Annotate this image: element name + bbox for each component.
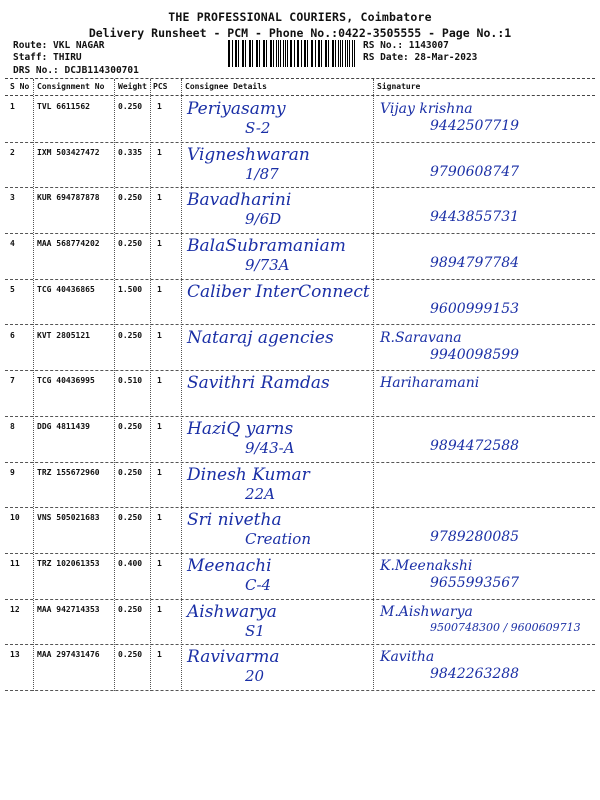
consignment-number: VNS 505021683 <box>37 513 100 523</box>
pieces: 1 <box>157 330 162 340</box>
company-title: THE PROFESSIONAL COURIERS, Coimbatore <box>168 10 432 24</box>
serial-number: 5 <box>10 284 15 294</box>
consignment-number: KUR 694787878 <box>37 193 100 203</box>
serial-number: 12 <box>10 604 20 614</box>
serial-number: 6 <box>10 330 15 340</box>
serial-number: 9 <box>10 467 15 477</box>
barcode-bar <box>354 40 355 67</box>
barcode-bar <box>259 40 260 67</box>
signature-phone: 9790608747 <box>430 163 520 180</box>
consignee-name: Periyasamy <box>187 99 286 119</box>
consignee-name: Nataraj agencies <box>187 327 334 348</box>
table-row <box>0 326 600 372</box>
serial-number: 8 <box>10 421 15 431</box>
signature-name: M.Aishwarya <box>380 603 473 620</box>
signature-phone: 9789280085 <box>430 529 520 546</box>
table-row <box>0 97 600 143</box>
staff-label: Staff: THIRU <box>13 52 82 63</box>
weight: 0.250 <box>118 604 143 614</box>
col-header-signature: Signature <box>377 82 421 91</box>
barcode-bar <box>235 40 236 67</box>
consignee-address: 20 <box>245 667 265 686</box>
weight: 0.335 <box>118 147 143 157</box>
weight: 0.250 <box>118 513 143 523</box>
consignee-address: S-2 <box>245 119 271 137</box>
barcode <box>228 40 356 67</box>
barcode-bar <box>340 40 341 67</box>
barcode-bar <box>276 40 277 67</box>
consignee-address: 22A <box>245 484 275 503</box>
pieces: 1 <box>157 239 162 249</box>
table-row <box>0 463 600 509</box>
weight: 0.510 <box>118 376 143 386</box>
weight: 0.250 <box>118 330 143 340</box>
consignment-number: TRZ 102061353 <box>37 559 100 568</box>
signature-name: K.Meenakshi <box>380 558 473 574</box>
signature-phone: 9894472588 <box>430 437 520 454</box>
table-row <box>0 280 600 326</box>
consignee-name: Meenachi <box>187 556 272 576</box>
consignee-name: Savithri Ramdas <box>187 373 330 394</box>
weight: 0.400 <box>118 559 143 568</box>
signature-phone: 9842263288 <box>430 666 520 683</box>
weight: 0.250 <box>118 239 143 249</box>
serial-number: 1 <box>10 102 15 111</box>
table-row <box>0 645 600 691</box>
signature-phone: 9500748300 / 9600609713 <box>430 620 581 634</box>
col-header-consignment: Consignment No <box>37 82 105 91</box>
consignment-number: MAA 942714353 <box>37 604 100 614</box>
weight: 0.250 <box>118 421 143 431</box>
table-row <box>0 143 600 189</box>
serial-number: 10 <box>10 513 20 523</box>
pieces: 1 <box>157 513 162 523</box>
serial-number: 11 <box>10 559 20 568</box>
consignee-address: S1 <box>245 621 265 640</box>
consignee-name: BalaSubramaniam <box>187 236 346 257</box>
consignee-address: 1/87 <box>245 164 279 183</box>
consignment-number: TVL 6611562 <box>37 102 90 111</box>
signature-name: Hariharamani <box>380 375 480 392</box>
signature-phone: 9443855731 <box>430 209 520 226</box>
table-row <box>0 371 600 417</box>
weight: 0.250 <box>118 467 143 477</box>
consignment-number: TCG 40436995 <box>37 376 95 386</box>
consignment-number: KVT 2805121 <box>37 330 90 340</box>
drs-number: DRS No.: DCJB114300701 <box>13 65 139 76</box>
row-divider <box>5 690 595 691</box>
serial-number: 4 <box>10 239 15 249</box>
serial-number: 3 <box>10 193 15 203</box>
signature-phone: 9442507719 <box>430 118 520 134</box>
consignment-number: TRZ 155672960 <box>37 467 100 477</box>
serial-number: 7 <box>10 376 15 386</box>
consignee-name: Aishwarya <box>187 601 277 622</box>
consignment-number: MAA 297431476 <box>37 650 100 660</box>
col-header-consignee: Consignee Details <box>185 82 267 91</box>
table-row <box>0 417 600 463</box>
pieces: 1 <box>157 147 162 157</box>
consignment-number: IXM 503427472 <box>37 147 100 157</box>
weight: 1.500 <box>118 284 143 294</box>
consignee-address: 9/43-A <box>245 438 295 457</box>
consignee-address: 9/6D <box>245 210 282 229</box>
signature-name: R.Saravana <box>380 329 462 346</box>
header-top-rule <box>5 78 595 79</box>
consignee-name: Vigneshwaran <box>187 144 310 165</box>
table-row <box>0 508 600 554</box>
serial-number: 2 <box>10 147 15 157</box>
col-header-weight: Weight <box>118 82 147 91</box>
rs-number: RS No.: 1143007 <box>363 40 449 51</box>
signature-phone: 9600999153 <box>430 300 520 317</box>
pieces: 1 <box>157 559 162 568</box>
consignee-name: Sri nivetha <box>187 510 282 531</box>
signature-phone: 9940098599 <box>430 346 520 363</box>
consignee-address: C-4 <box>245 576 272 594</box>
table-row <box>0 234 600 280</box>
consignee-name: Ravivarma <box>187 647 280 668</box>
consignee-address: Creation <box>245 530 311 549</box>
consignee-name: Bavadharini <box>187 190 292 211</box>
col-header-sno: S No <box>10 82 30 91</box>
barcode-bar <box>291 40 292 67</box>
barcode-bar <box>307 40 308 67</box>
header-bottom-rule <box>5 95 595 96</box>
pieces: 1 <box>157 193 162 203</box>
serial-number: 13 <box>10 650 20 660</box>
consignee-address: 9/73A <box>245 256 290 275</box>
consignment-number: MAA 568774202 <box>37 239 100 249</box>
pieces: 1 <box>157 604 162 614</box>
table-row <box>0 188 600 234</box>
barcode-bar <box>325 40 326 67</box>
route-label: Route: VKL NAGAR <box>13 40 105 51</box>
pieces: 1 <box>157 102 162 111</box>
signature-phone: 9655993567 <box>430 575 520 591</box>
pieces: 1 <box>157 421 162 431</box>
rs-date: RS Date: 28-Mar-2023 <box>363 52 478 63</box>
pieces: 1 <box>157 376 162 386</box>
consignee-name: HaziQ yarns <box>187 418 294 439</box>
weight: 0.250 <box>118 650 143 660</box>
signature-phone: 9894797784 <box>430 255 520 272</box>
pieces: 1 <box>157 467 162 477</box>
pieces: 1 <box>157 284 162 294</box>
col-header-pcs: PCS <box>153 82 168 91</box>
runsheet-subtitle: Delivery Runsheet - PCM - Phone No.:0422-3505555 - Page No.:1 <box>88 26 512 40</box>
signature-name: Kavitha <box>380 649 435 666</box>
weight: 0.250 <box>118 193 143 203</box>
consignment-number: DDG 4811439 <box>37 421 90 431</box>
signature-name: Vijay krishna <box>380 101 473 117</box>
consignment-number: TCG 40436865 <box>37 284 95 294</box>
table-row <box>0 554 600 600</box>
table-row <box>0 600 600 646</box>
consignee-name: Caliber InterConnect <box>187 281 370 302</box>
pieces: 1 <box>157 650 162 660</box>
barcode-bar <box>245 40 246 67</box>
weight: 0.250 <box>118 102 143 111</box>
consignee-name: Dinesh Kumar <box>187 464 310 485</box>
